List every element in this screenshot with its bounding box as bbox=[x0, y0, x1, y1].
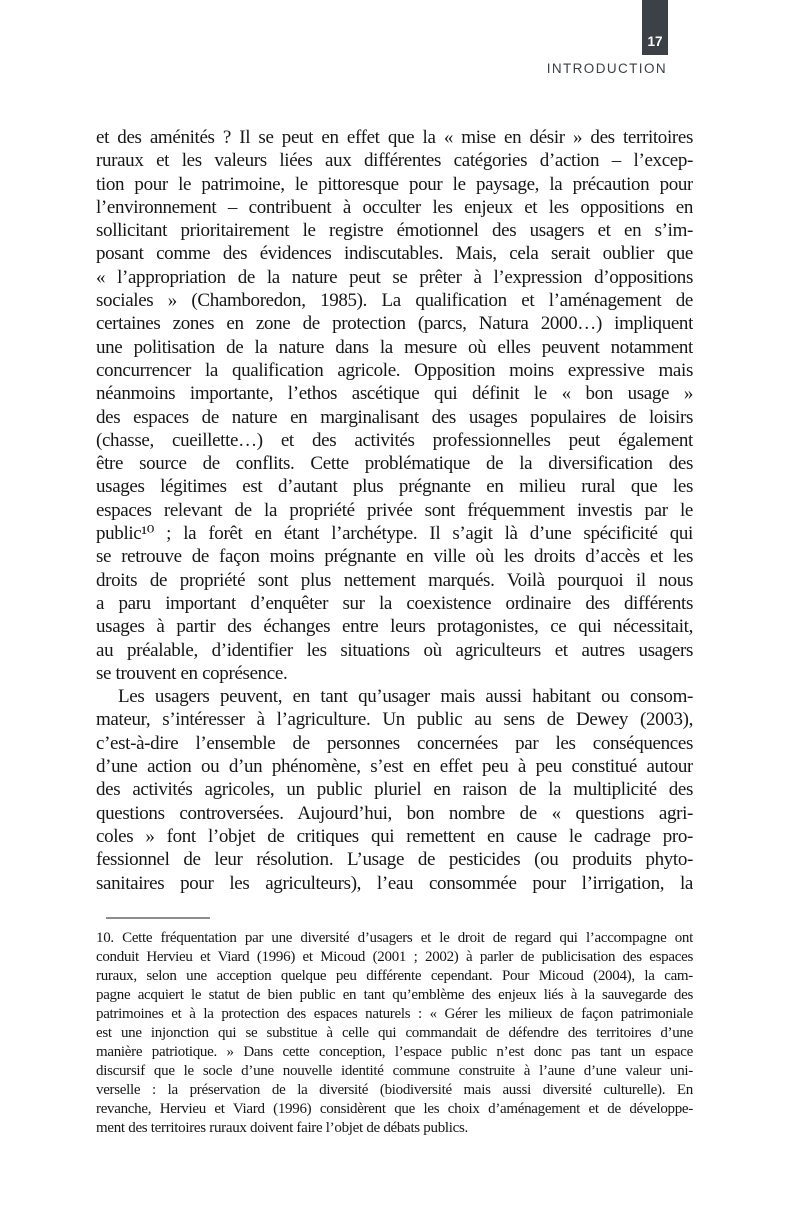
text-line: droits de propriété sont plus nettement marqués. Voilà pourquoi il nous bbox=[96, 569, 693, 591]
text-line: se retrouve de façon moins prégnante en ville où les droits d’accès et les bbox=[96, 546, 693, 568]
text-line: et des aménités ? Il se peut en effet que la « mise en désir » des territoires bbox=[96, 127, 693, 148]
text-line: ruraux et les valeurs liées aux différentes catégories d’action – l’excep- bbox=[96, 150, 693, 172]
footnote-separator bbox=[106, 917, 210, 919]
paragraph bbox=[96, 126, 693, 685]
paragraph bbox=[96, 685, 693, 895]
text-line: fessionnel de leur résolution. L’usage de pesticides (ou produits phyto- bbox=[96, 849, 693, 871]
text-line: sanitaires pour les agriculteurs), l’eau consommée pour l’irrigation, la bbox=[96, 872, 693, 894]
text-line: l’environnement – contribuent à occulter les enjeux et les oppositions en bbox=[96, 196, 693, 218]
text-line: des espaces de nature en marginalisant des usages populaires de loisirs bbox=[96, 406, 693, 428]
text-line: usages légitimes est d’autant plus prégnante en milieu rural que les bbox=[96, 476, 693, 498]
footnote-line: ruraux, selon une acception quelque peu différente cependant. Pour Micoud (2004), la cam- bbox=[96, 968, 693, 984]
footnote-line: est une injonction qui se substitue à celle qui commandait de défendre des territoires d’une bbox=[96, 1025, 693, 1041]
text-line: tion pour le patrimoine, le pittoresque pour le paysage, la précaution pour bbox=[96, 173, 693, 195]
text-line: questions controversées. Aujourd’hui, bon nombre de « questions agri- bbox=[96, 802, 693, 824]
text-line: a paru important d’enquêter sur la coexistence ordinaire des différents bbox=[96, 592, 693, 614]
text-line: posant comme des évidences indiscutables. Mais, cela serait oublier que bbox=[96, 243, 693, 265]
text-line: mateur, s’intéresser à l’agriculture. Un public au sens de Dewey (2003), bbox=[96, 709, 693, 731]
footnote-line: ment des territoires ruraux doivent faire l’objet de débats publics. bbox=[96, 1120, 468, 1136]
footnote-line: patrimoines et à la protection des espaces naturels : « Gérer les milieux de façon patrimoniale bbox=[96, 1006, 693, 1022]
text-line: c’est-à-dire l’ensemble de personnes concernées par les conséquences bbox=[96, 732, 693, 754]
body-text bbox=[96, 126, 693, 895]
text-line: néanmoins importante, l’ethos ascétique qui définit le « bon usage » bbox=[96, 383, 693, 405]
text-line: d’une action ou d’un phénomène, s’est en effet peu à peu constitué autour bbox=[96, 756, 693, 778]
text-line: coles » font l’objet de critiques qui remettent en cause le cadrage pro- bbox=[96, 825, 693, 847]
page-number: 17 bbox=[647, 34, 663, 49]
footnote-line: manière patriotique. » Dans cette conception, l’espace public n’est donc pas tant un espace bbox=[96, 1044, 693, 1060]
text-line: espaces relevant de la propriété privée sont fréquemment investis par le bbox=[96, 499, 693, 521]
footnote-line: conduit Hervieu et Viard (1996) et Micoud (2001 ; 2002) à parler de publicisation des espaces bbox=[96, 949, 693, 965]
text-line: concurrencer la qualification agricole. Opposition moins expressive mais bbox=[96, 359, 693, 381]
text-line: une politisation de la nature dans la mesure où elles peuvent notamment bbox=[96, 336, 693, 358]
text-line: « l’appropriation de la nature peut se prêter à l’expression d’oppositions bbox=[96, 266, 693, 288]
text-line: se trouvent en coprésence. bbox=[96, 662, 288, 684]
text-line: Les usagers peuvent, en tant qu’usager mais aussi habitant ou consom- bbox=[118, 686, 693, 708]
page-number-box bbox=[642, 0, 668, 55]
text-line: être source de conflits. Cette problématique de la diversification des bbox=[96, 453, 693, 475]
footnote-line: verselle : la préservation de la diversité (biodiversité mais aussi diversité culturelle). En bbox=[96, 1082, 693, 1098]
footnote-line: revanche, Hervieu et Viard (1996) considèrent que les choix d’aménagement et de développe- bbox=[96, 1101, 693, 1117]
text-line: usages à partir des échanges entre leurs protagonistes, ce qui nécessitait, bbox=[96, 616, 693, 638]
footnote-line: discursif que le socle d’une nouvelle identité commune construite à l’aune d’une valeur uni- bbox=[96, 1063, 693, 1079]
text-line: sollicitant prioritairement le registre émotionnel des usagers et en s’im- bbox=[96, 220, 693, 242]
text-line: certaines zones en zone de protection (parcs, Natura 2000…) impliquent bbox=[96, 313, 693, 335]
text-line: public¹⁰ ; la forêt en étant l’archétype. Il s’agit là d’une spécificité qui bbox=[96, 523, 693, 545]
text-line: au préalable, d’identifier les situations où agriculteurs et autres usagers bbox=[96, 639, 693, 661]
text-line: des activités agricoles, un public pluriel en raison de la multiplicité des bbox=[96, 779, 693, 801]
footnote bbox=[96, 929, 693, 1138]
running-head: INTRODUCTION bbox=[546, 61, 667, 76]
footnote-line: pagne acquiert le statut de bien public en tant qu’emblème des enjeux liés à la sauvegarde des bbox=[96, 987, 693, 1003]
text-line: sociales » (Chamboredon, 1985). La qualification et l’aménagement de bbox=[96, 290, 693, 312]
footnote-line: 10. Cette fréquentation par une diversité d’usagers et le droit de regard qui l’accompagne ont bbox=[96, 930, 693, 946]
text-line: (chasse, cueillette…) et des activités professionnelles peut également bbox=[96, 429, 693, 451]
